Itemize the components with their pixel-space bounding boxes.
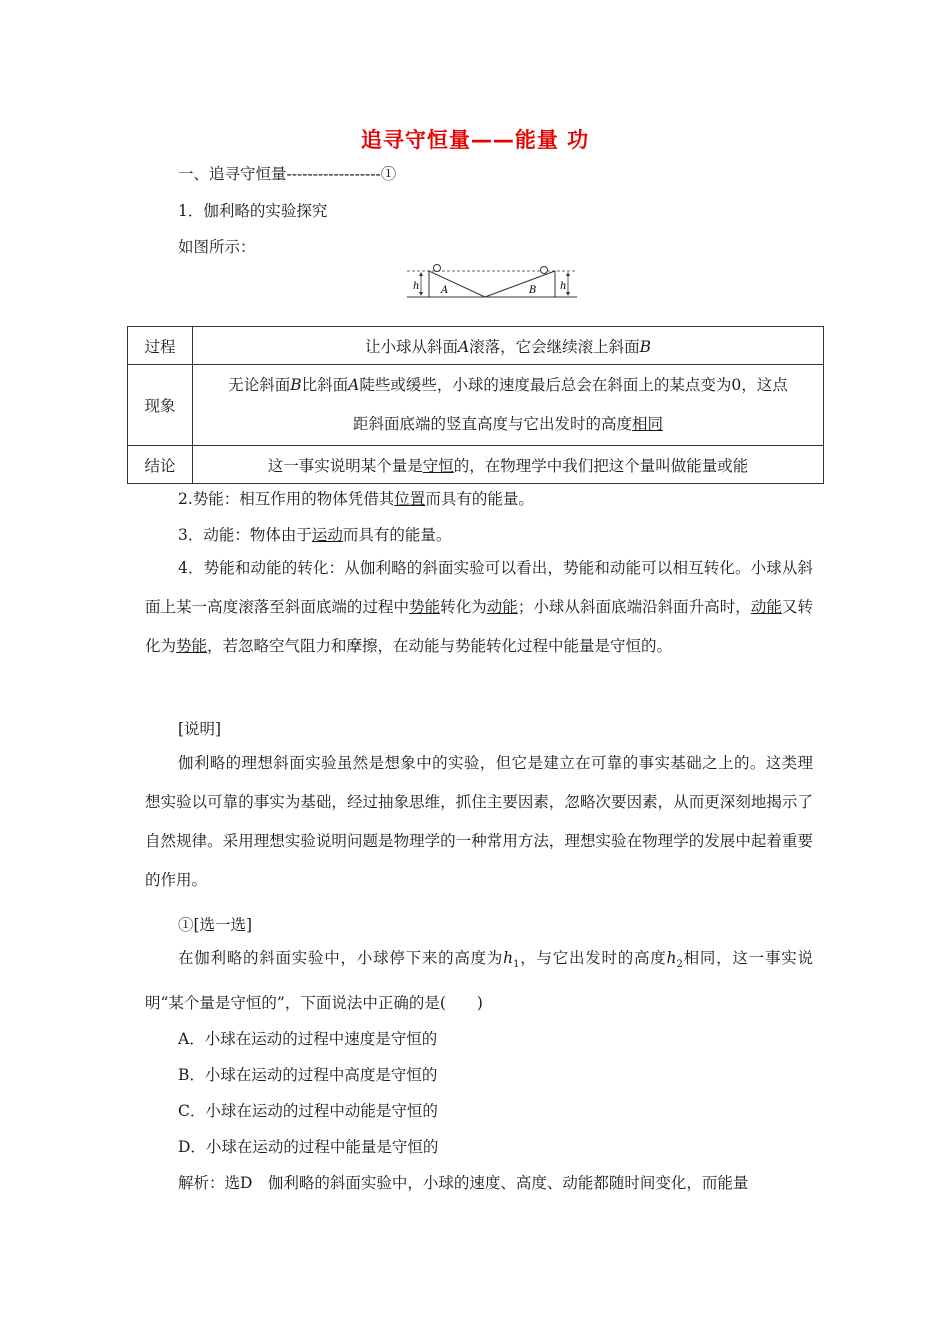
item1-heading: 1．伽利略的实验探究 — [178, 202, 328, 220]
row-content: 让小球从斜面A滚落，它会继续滚上斜面B — [193, 327, 824, 365]
option-c: C．小球在运动的过程中动能是守恒的 — [178, 1102, 438, 1120]
item2: 2.势能：相互作用的物体凭借其位置而具有的能量。 — [178, 490, 534, 508]
item3: 3．动能：物体由于运动而具有的能量。 — [178, 526, 452, 544]
table-row — [128, 365, 824, 446]
row-label: 结论 — [128, 446, 193, 484]
incline-diagram — [405, 262, 580, 302]
section-heading: 一、追寻守恒量------------------① — [178, 165, 397, 183]
table-row — [128, 446, 824, 484]
row-content: 这一事实说明某个量是守恒的，在物理学中我们把这个量叫做能量或能 — [193, 446, 824, 484]
label-b: B — [529, 285, 537, 296]
note-paragraph: 伽利略的理想斜面实验虽然是想象中的实验，但它是建立在可靠的事实基础之上的。这类理想实验以可靠的事实为基础，经过抽象思维，抓住主要因素，忽略次要因素，从而更深刻地揭示了自然规律。采用理想实验说明问题是物理学的一种常用方法，理想实验在物理学的发展中起着重要的作用。 — [145, 754, 813, 889]
page-title: 追寻守恒量——能量 功 — [360, 128, 590, 152]
option-d: D．小球在运动的过程中能量是守恒的 — [178, 1138, 439, 1156]
option-b: B．小球在运动的过程中高度是守恒的 — [178, 1066, 438, 1084]
ball-icon — [434, 265, 441, 272]
item4-paragraph: 4．势能和动能的转化：从伽利略的斜面实验可以看出，势能和动能可以相互转化。小球从斜面上某一高度滚落至斜面底端的过程中势能转化为动能；小球从斜面底端沿斜面升高时，动能又转化为势能，若忽略空气阻力和摩擦，在动能与势能转化过程中能量是守恒的。 — [145, 559, 813, 655]
label-h-right: h — [560, 281, 567, 292]
analysis: 解析：选D 伽利略的斜面实验中，小球的速度、高度、动能都随时间变化，而能量 — [178, 1174, 749, 1192]
row-label: 过程 — [128, 327, 193, 365]
exercise-label: ①[选一选] — [178, 916, 253, 934]
label-a: A — [441, 285, 449, 296]
table-row — [128, 327, 824, 365]
incline-figure — [405, 262, 580, 306]
row-content: 无论斜面B比斜面A陡些或缓些，小球的速度最后总会在斜面上的某点变为0，这点 距斜面底端的竖直高度与它出发时的高度相同 — [193, 365, 824, 446]
row-label: 现象 — [128, 365, 193, 446]
label-h-left: h — [413, 281, 420, 292]
item1-intro: 如图所示： — [178, 238, 256, 256]
ball-icon — [541, 267, 548, 274]
option-a: A．小球在运动的过程中速度是守恒的 — [178, 1030, 438, 1048]
exercise-question: 在伽利略的斜面实验中，小球停下来的高度为$h_1$，与它出发时的高度$h_2$相同，这一事实说明“某个量是守恒的”，下面说法中正确的是( ) — [145, 949, 813, 1013]
note-label: [说明] — [178, 720, 222, 738]
experiment-table — [127, 326, 824, 484]
